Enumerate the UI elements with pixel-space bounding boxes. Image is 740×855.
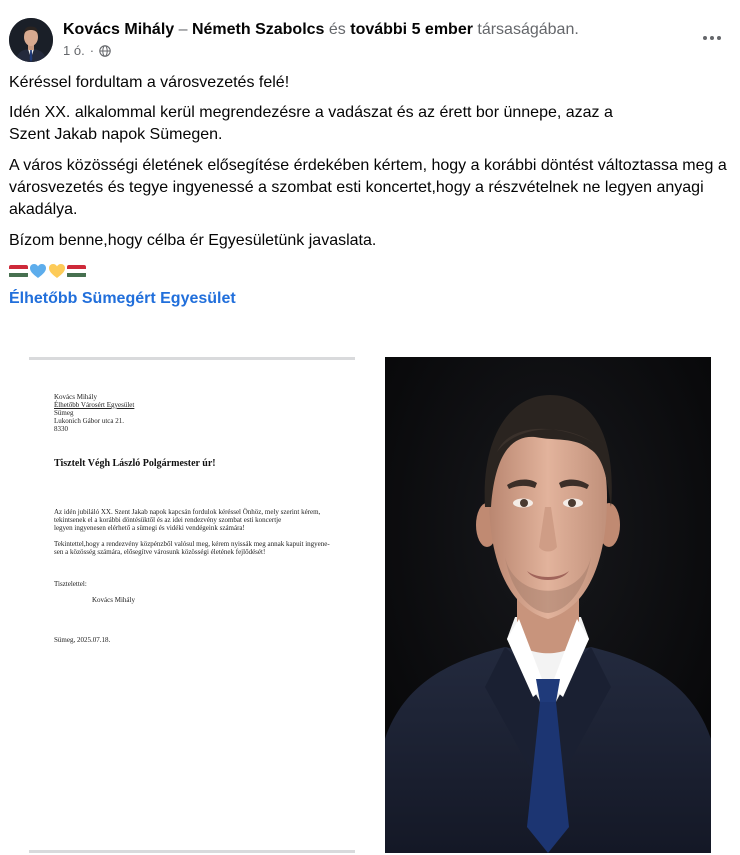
globe-icon[interactable]: [99, 45, 111, 57]
letter-bottom-border: [29, 850, 355, 853]
post-paragraph-3: A város közösségi életének elősegítése érdekében kértem, hogy a korábbi döntést változtassa meg a városvezetés és tegye ingyenessé a szombat esti koncertet,hogy a részvételnek ne legyen anyagi akadálya.: [9, 157, 727, 218]
letter-closing: Tisztelettel:: [54, 580, 87, 588]
post-meta: [63, 43, 111, 58]
letter-body-line: sen a közösség számára, elősegítve városunk közösségi életének fejlődését!: [54, 548, 266, 556]
post-timestamp[interactable]: 1 ó.: [63, 43, 85, 58]
letter-signature: Kovács Mihály: [92, 596, 135, 604]
letter-date: Sümeg, 2025.07.18.: [54, 636, 111, 644]
letter-sender-org: Élhetőbb Városért Egyesület: [54, 401, 135, 409]
letter-top-border: [29, 357, 355, 360]
letter-body-line: legyen ingyenesen elérhető a sümegi és vidéki vendégeink számára!: [54, 524, 245, 532]
letter-street: Lukonich Gábor utca 21.: [54, 417, 124, 425]
letter-zip: 8330: [54, 425, 68, 433]
letter-body-line: tekintsenek el a korábbi döntésüktől és az idei rendezvény szombat esti koncertje: [54, 516, 282, 524]
post-paragraph-4: Bízom benne,hogy célba ér Egyesületünk javaslata.: [9, 232, 377, 249]
more-options-button[interactable]: [698, 26, 726, 50]
portrait-photo[interactable]: [385, 357, 711, 853]
post-header: [63, 20, 579, 40]
page-link[interactable]: Élhetőbb Sümegért Egyesület: [9, 290, 236, 307]
author-name-link[interactable]: Kovács Mihály: [63, 21, 175, 38]
hungarian-flag-icon: [67, 265, 86, 278]
letter-body-line: Az idén jubiláló XX. Szent Jakab napok kapcsán fordulok kéréssel Önhöz, mely szerint kérem,: [54, 508, 321, 516]
author-avatar[interactable]: [9, 18, 53, 62]
letter-salutation: Tisztelt Végh László Polgármester úr!: [54, 458, 216, 469]
yellow-heart-icon: [48, 263, 66, 279]
post-paragraph-2: Idén XX. alkalommal kerül megrendezésre a vadászat és az érett bor ünnepe, azaz a Szent Jakab napok Sümegen.: [9, 104, 613, 143]
meta-dot: ·: [89, 43, 95, 58]
letter-image[interactable]: [29, 357, 355, 853]
blue-heart-icon: [29, 263, 47, 279]
hungarian-flag-icon: [9, 265, 28, 278]
more-options-dot: [717, 36, 721, 40]
post-paragraph-1: Kéréssel fordultam a városvezetés felé!: [9, 74, 290, 91]
others-link[interactable]: további 5 ember: [350, 21, 473, 38]
portrait-illustration: [385, 357, 711, 853]
and-text: és: [324, 21, 351, 38]
letter-sender-name: Kovács Mihály: [54, 393, 97, 401]
letter-body-line: Tekintettel,hogy a rendezvény közpénzből valósul meg, kérem nyissák meg annak kapuit ingyene-: [54, 540, 330, 548]
dash-separator: –: [174, 21, 192, 38]
more-options-dot: [710, 36, 714, 40]
tagged-person-link[interactable]: Németh Szabolcs: [191, 21, 325, 38]
emoji-row: [9, 263, 86, 279]
more-options-icon: [703, 36, 707, 40]
letter-city: Sümeg: [54, 409, 74, 417]
with-suffix: társaságában.: [472, 21, 579, 38]
